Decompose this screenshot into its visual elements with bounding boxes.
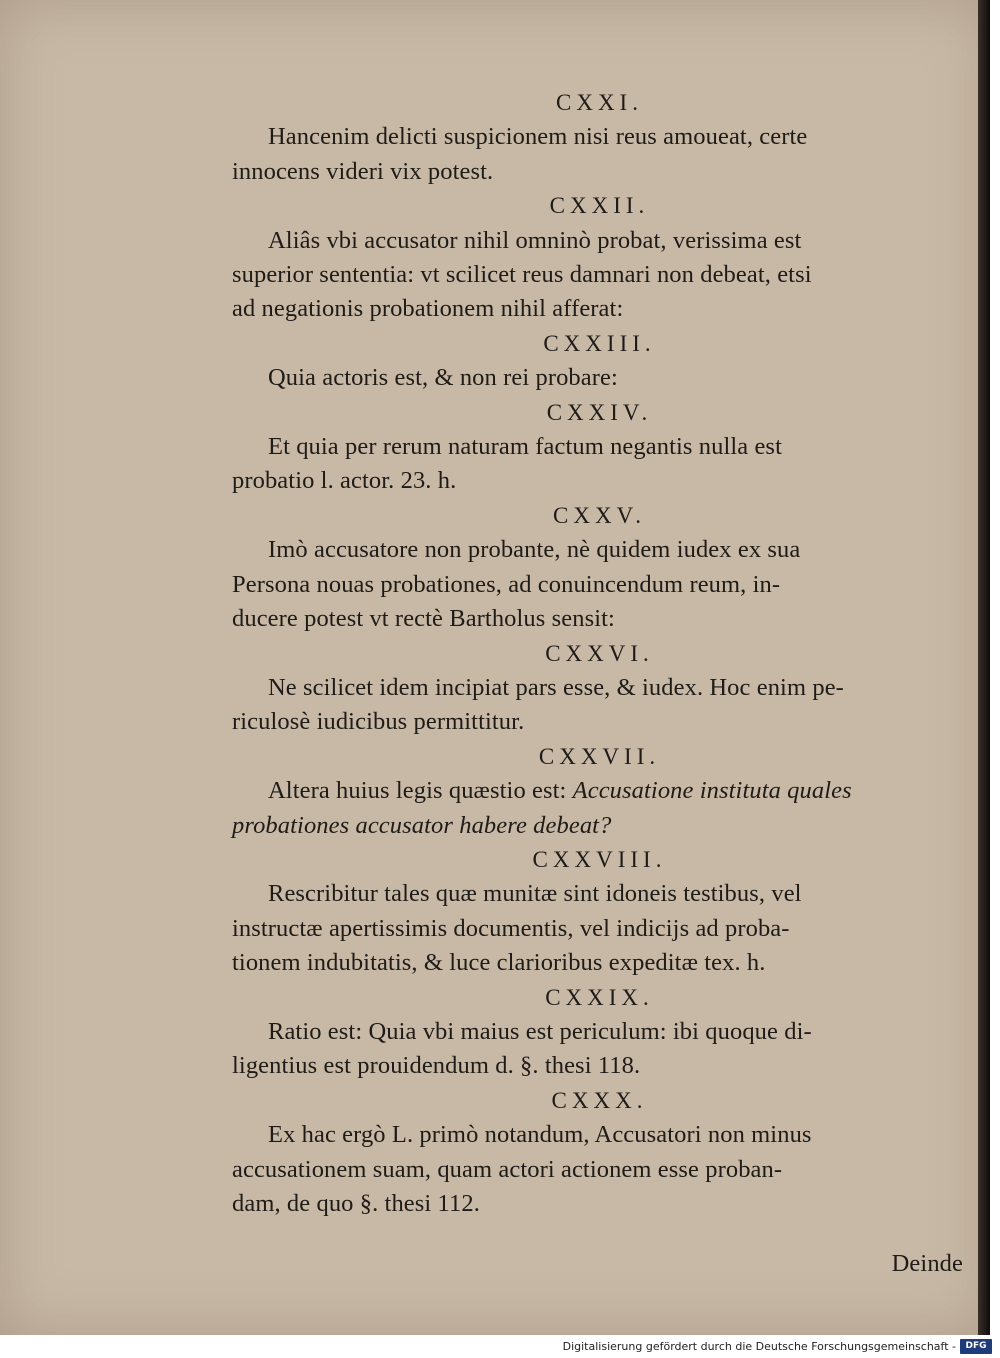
text-line bbox=[232, 258, 967, 292]
section-numeral: CXXI. bbox=[556, 90, 643, 115]
text-line bbox=[232, 568, 967, 602]
text-block bbox=[232, 86, 967, 1282]
text-line-roman: superior sententia: vt scilicet reus damnari non debeat, etsi bbox=[232, 261, 812, 289]
text-line bbox=[232, 705, 967, 739]
text-line bbox=[232, 1187, 967, 1221]
section-numeral: CXXVI. bbox=[545, 640, 654, 666]
text-line-roman: ducere potest vt rectè Bartholus sensit: bbox=[232, 605, 615, 633]
text-line bbox=[232, 774, 967, 808]
text-line-roman: Aliâs vbi accusator nihil omninò probat, verissima est bbox=[268, 226, 802, 254]
text-line bbox=[232, 120, 967, 154]
text-line-roman: Ne scilicet idem incipiat pars esse, & iudex. Hoc enim pe- bbox=[268, 673, 844, 701]
catchword: Deinde bbox=[891, 1250, 963, 1278]
text-line-roman: dam, de quo §. thesi 112. bbox=[232, 1190, 480, 1217]
text-line bbox=[232, 1153, 967, 1187]
text-line bbox=[232, 809, 967, 843]
section-numeral: CXXVII. bbox=[538, 743, 661, 769]
text-line bbox=[232, 1015, 967, 1049]
text-line-roman: Persona nouas probationes, ad conuincendum reum, in- bbox=[232, 570, 781, 598]
section-numeral: CXXIX. bbox=[545, 984, 654, 1010]
section-numeral: CXXII. bbox=[549, 193, 650, 219]
text-line-roman: ligentius est prouidendum d. §. thesi 118. bbox=[232, 1052, 641, 1080]
text-line-roman: innocens videri vix potest. bbox=[232, 157, 494, 185]
text-line bbox=[232, 671, 967, 705]
text-line bbox=[232, 1049, 967, 1083]
text-line bbox=[232, 602, 967, 636]
text-line-roman: Ratio est: Quia vbi maius est periculum: ibi quoque di- bbox=[268, 1017, 812, 1045]
text-line-roman: probatio l. actor. 23. h. bbox=[232, 467, 457, 495]
digitization-footer bbox=[0, 1335, 1000, 1358]
text-line-roman: accusationem suam, quam actori actionem esse proban- bbox=[232, 1155, 783, 1183]
text-line-roman: ad negationis probationem nihil afferat: bbox=[232, 295, 624, 323]
text-line bbox=[232, 877, 967, 911]
text-line bbox=[232, 1118, 967, 1152]
text-line bbox=[232, 224, 967, 258]
text-line bbox=[232, 912, 967, 946]
text-line-italic: Accusatione instituta quales bbox=[572, 777, 852, 805]
book-spine-edge bbox=[978, 0, 990, 1335]
section-numeral: CXXVIII. bbox=[532, 846, 667, 872]
text-line-roman: instructæ apertissimis documentis, vel indicijs ad proba- bbox=[232, 914, 790, 942]
text-line bbox=[232, 292, 967, 326]
text-line-roman: Quia actoris est, & non rei probare: bbox=[268, 364, 618, 392]
text-line-roman: Imò accusatore non probante, nè quidem iudex ex sua bbox=[268, 536, 801, 564]
text-line-roman: Altera huius legis quæstio est: bbox=[268, 777, 573, 805]
text-line bbox=[232, 464, 967, 498]
text-line-roman: tionem indubitatis, & luce clarioribus expeditæ tex. h. bbox=[232, 949, 766, 977]
text-line-roman: Rescribitur tales quæ munitæ sint idoneis testibus, vel bbox=[268, 880, 802, 908]
text-line bbox=[232, 155, 967, 189]
text-line bbox=[232, 946, 967, 980]
section-numeral: CXXX. bbox=[551, 1087, 648, 1113]
text-line-italic: probationes accusator habere debeat? bbox=[232, 811, 612, 839]
text-line-roman: Ex hac ergò L. primò notandum, Accusatori non minus bbox=[268, 1121, 812, 1149]
text-line-roman: Et quia per rerum naturam factum negantis nulla est bbox=[268, 433, 782, 461]
text-line bbox=[232, 533, 967, 567]
text-line bbox=[232, 361, 967, 395]
section-numeral: CXXIII. bbox=[543, 330, 656, 356]
dfg-logo: DFG bbox=[960, 1339, 992, 1354]
section-numeral: CXXIV. bbox=[546, 399, 653, 425]
section-numeral: CXXV. bbox=[553, 502, 646, 528]
text-line-roman: riculosè iudicibus permittitur. bbox=[232, 708, 525, 736]
text-line-roman: Hancenim delicti suspicionem nisi reus amoueat, certe bbox=[268, 123, 808, 151]
footer-credit-text: Digitalisierung gefördert durch die Deutsche Forschungsgemeinschaft - bbox=[562, 1340, 956, 1353]
text-line bbox=[232, 430, 967, 464]
